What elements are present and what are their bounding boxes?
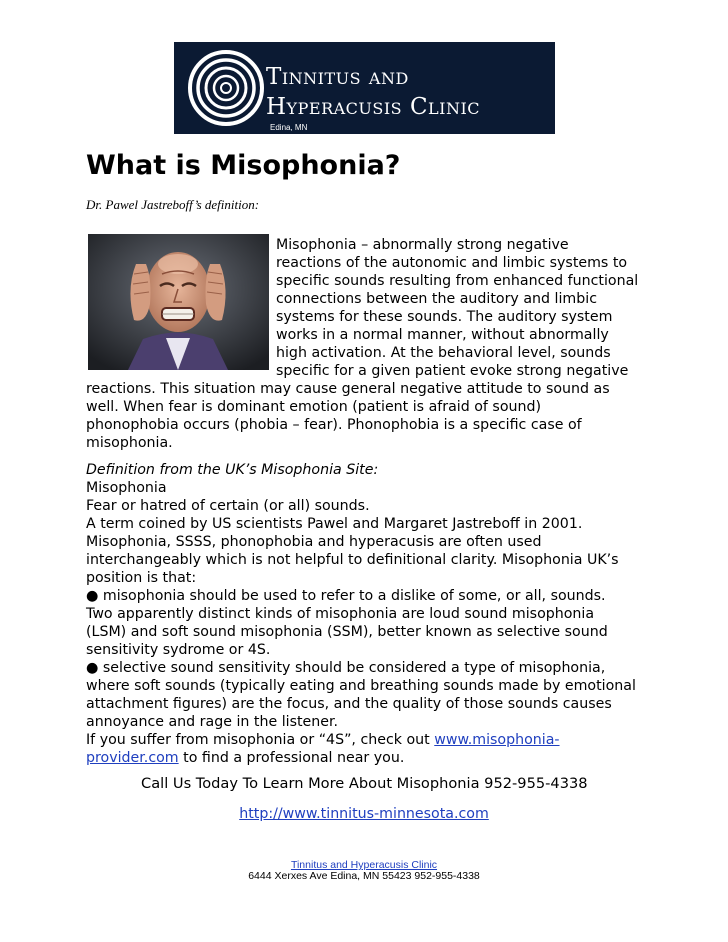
- text-line: [86, 731, 560, 749]
- text-line: connections between the auditory and limbic: [276, 291, 597, 307]
- text-line: attachment figures) are the focus, and the quality of those sounds causes: [86, 696, 612, 712]
- misophonia-provider-link[interactable]: www.misophonia-: [434, 732, 560, 748]
- logo-line-1: Tinnitus and: [266, 64, 409, 90]
- uk-heading: Definition from the UK’s Misophonia Site:: [86, 462, 379, 478]
- call-to-action: Call Us Today To Learn More About Misophonia 952-955-4338: [141, 775, 588, 792]
- concentric-rings-icon: [186, 46, 266, 130]
- website-line: [0, 806, 728, 822]
- text-line: well. When fear is dominant emotion (patient is afraid of sound): [86, 399, 542, 415]
- text-line: reactions. This situation may cause general negative attitude to sound as: [86, 381, 610, 397]
- text-line: specific for a given patient evoke strong negative: [276, 363, 629, 379]
- text-line: high activation. At the behavioral level, sounds: [276, 345, 611, 361]
- logo-line-2: Hyperacusis Clinic: [266, 94, 481, 120]
- text-line: interchangeably which is not helpful to definitional clarity. Misophonia UK’s: [86, 552, 619, 568]
- text-line: Misophonia, SSSS, phonophobia and hyperacusis are often used: [86, 534, 542, 550]
- text-line: misophonia.: [86, 435, 173, 451]
- text-line: systems for these sounds. The auditory system: [276, 309, 613, 325]
- footer-address: 6444 Xerxes Ave Edina, MN 55423 952-955-4338: [248, 870, 480, 882]
- text-line: Fear or hatred of certain (or all) sounds.: [86, 498, 370, 514]
- text-line: (LSM) and soft sound misophonia (SSM), better known as selective sound: [86, 624, 608, 640]
- text-line: specific sounds resulting from enhanced functional: [276, 273, 639, 289]
- text-line: A term coined by US scientists Pawel and Margaret Jastreboff in 2001.: [86, 516, 583, 532]
- text-line: phonophobia occurs (phobia – fear). Phonophobia is a specific case of: [86, 417, 582, 433]
- text-line: where soft sounds (typically eating and breathing sounds made by emotional: [86, 678, 636, 694]
- text-line: Misophonia: [86, 480, 167, 496]
- text-line: sensitivity sydrome or 4S.: [86, 642, 271, 658]
- clinic-logo: [174, 42, 555, 134]
- logo-location: Edina, MN: [270, 123, 308, 132]
- misophonia-provider-link-cont[interactable]: provider.com: [86, 750, 179, 766]
- text-line: works in a normal manner, without abnormally: [276, 327, 609, 343]
- text-line: Two apparently distinct kinds of misophonia are loud sound misophonia: [86, 606, 595, 622]
- suffer-prefix: If you suffer from misophonia or “4S”, check out: [86, 732, 435, 748]
- suffer-suffix: to find a professional near you.: [178, 750, 405, 766]
- text-line: [86, 749, 404, 767]
- text-line: annoyance and rage in the listener.: [86, 714, 339, 730]
- text-line: reactions of the autonomic and limbic systems to: [276, 255, 628, 271]
- definition-subtitle: Dr. Pawel Jastreboff’s definition:: [86, 197, 260, 212]
- website-link[interactable]: http://www.tinnitus-minnesota.com: [239, 806, 489, 822]
- bullet-item: ● selective sound sensitivity should be considered a type of misophonia,: [86, 660, 606, 676]
- text-line: Misophonia – abnormally strong negative: [276, 237, 569, 253]
- page-title: What is Misophonia?: [86, 150, 401, 181]
- distressed-man-photo: [88, 234, 269, 370]
- bullet-item: ● misophonia should be used to refer to a dislike of some, or all, sounds.: [86, 588, 606, 604]
- footer-clinic-link[interactable]: Tinnitus and Hyperacusis Clinic: [290, 859, 438, 871]
- text-line: position is that:: [86, 570, 197, 586]
